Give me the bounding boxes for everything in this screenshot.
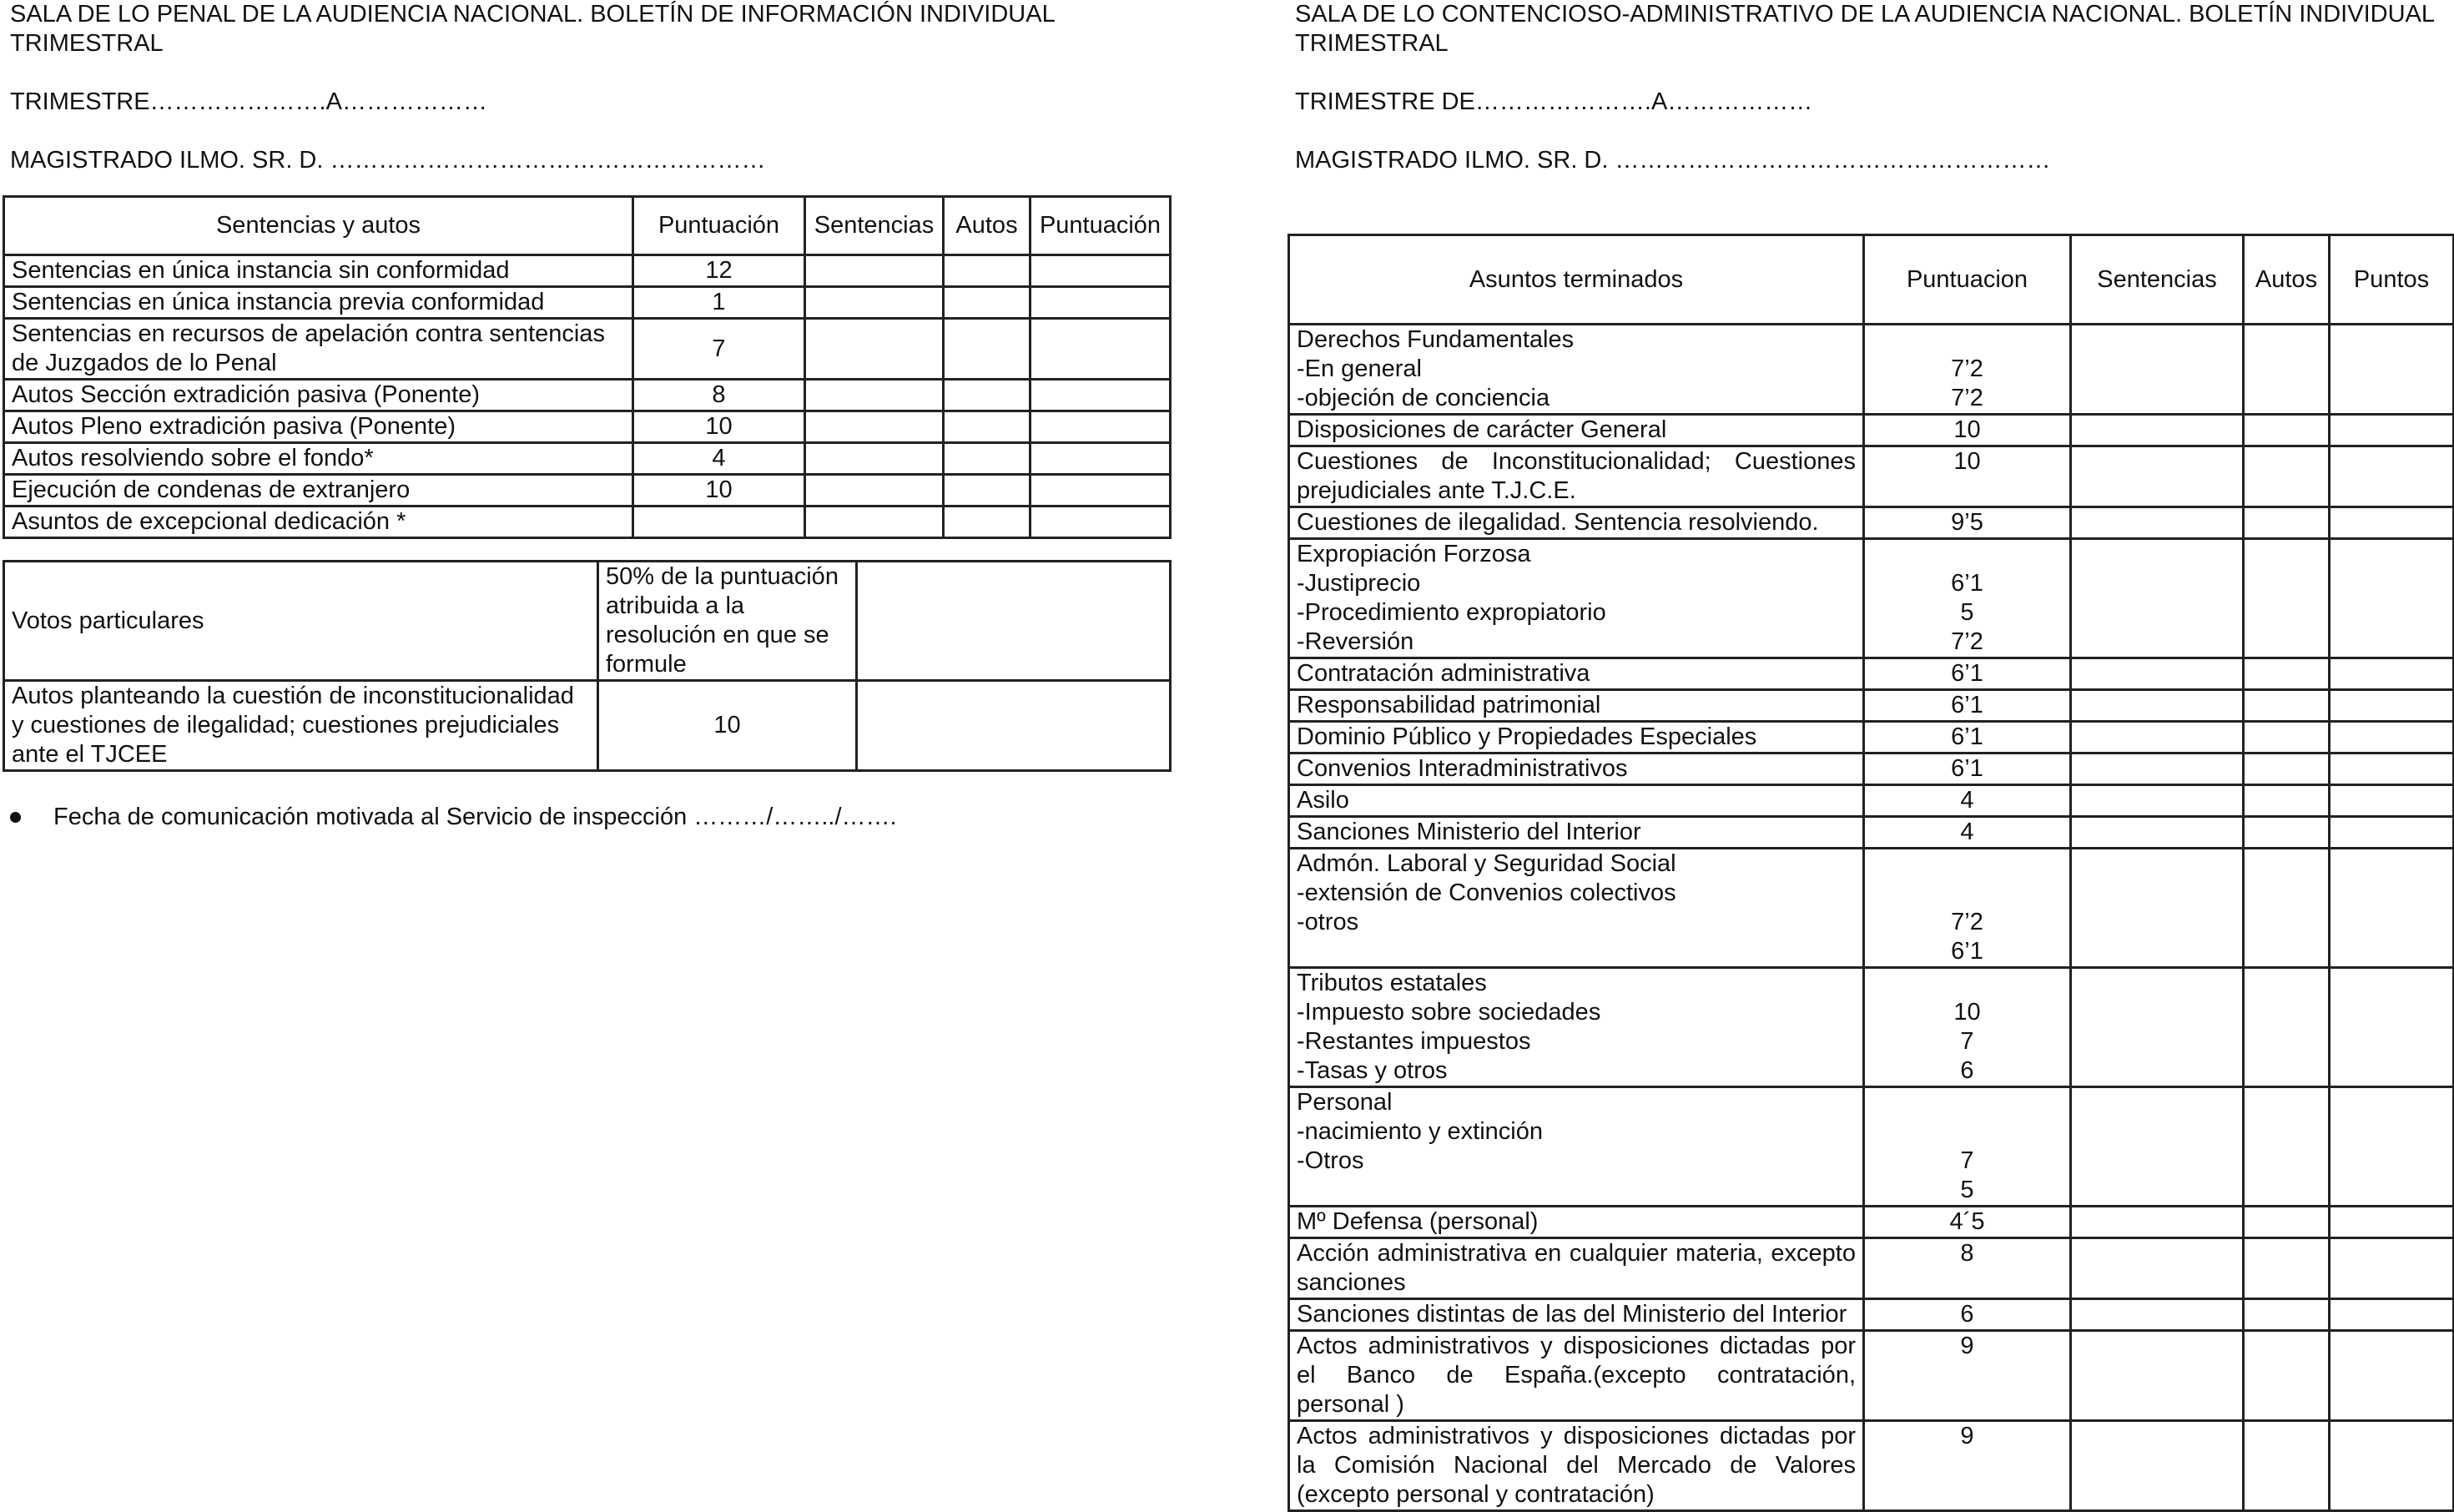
row-label: Personal -nacimiento y extinción -Otros xyxy=(1289,1087,1864,1207)
header-sentencias: Sentencias xyxy=(2071,235,2244,325)
table-row xyxy=(4,475,1171,507)
sentencias-cell xyxy=(2071,817,2244,849)
puntuacion-cell xyxy=(1030,443,1171,475)
table-row xyxy=(4,681,1171,771)
row-value: 4´5 xyxy=(1864,1207,2071,1238)
autos-cell xyxy=(2244,1087,2330,1207)
sentencias-cell xyxy=(2071,1331,2244,1421)
row-value: 8 xyxy=(1864,1238,2071,1299)
sentencias-cell xyxy=(2071,722,2244,753)
points-cell xyxy=(857,562,1171,681)
penal-table-header xyxy=(4,197,1171,255)
penal-votos-table xyxy=(3,560,1172,772)
autos-cell xyxy=(2244,1299,2330,1331)
autos-cell xyxy=(2244,1421,2330,1511)
row-label: Acción administrativa en cualquier materia, excepto sanciones xyxy=(1289,1238,1864,1299)
autos-cell xyxy=(944,411,1030,443)
row-label: Cuestiones de ilegalidad. Sentencia resolviendo. xyxy=(1289,507,1864,539)
row-value: 6’1 xyxy=(1864,690,2071,722)
row-label: Dominio Público y Propiedades Especiales xyxy=(1289,722,1864,753)
autos-cell xyxy=(944,507,1030,538)
contencioso-bulletin xyxy=(1295,0,2451,1508)
table-row xyxy=(4,287,1171,319)
row-label: Actos administrativos y disposiciones dictadas por el Banco de España.(excepto contratación, personal ) xyxy=(1289,1331,1864,1421)
contencioso-scores-table xyxy=(1287,234,2454,1512)
contencioso-table-header xyxy=(1289,235,2454,325)
row-value: 10 xyxy=(633,475,805,507)
header-puntuacion: Puntuacion xyxy=(1864,235,2071,325)
sentencias-cell xyxy=(2071,1299,2244,1331)
sentencias-cell xyxy=(2071,785,2244,817)
autos-cell xyxy=(2244,1238,2330,1299)
autos-cell xyxy=(2244,968,2330,1087)
sentencias-cell xyxy=(2071,1207,2244,1238)
puntos-cell xyxy=(2330,1331,2454,1421)
puntuacion-cell xyxy=(1030,287,1171,319)
puntuacion-cell xyxy=(1030,380,1171,411)
row-label: Tributos estatales -Impuesto sobre sociedades -Restantes impuestos -Tasas y otros xyxy=(1289,968,1864,1087)
autos-cell xyxy=(944,380,1030,411)
row-value: 9 xyxy=(1864,1421,2071,1511)
row-value: 10 7 6 xyxy=(1864,968,2071,1087)
puntuacion-cell xyxy=(1030,507,1171,538)
puntos-cell xyxy=(2330,1238,2454,1299)
table-row xyxy=(1289,1087,2454,1207)
autos-cell xyxy=(2244,539,2330,658)
table-row xyxy=(1289,817,2454,849)
row-label: Autos Sección extradición pasiva (Ponente) xyxy=(4,380,633,411)
sentencias-cell xyxy=(805,507,944,538)
row-value: 7’2 7’2 xyxy=(1864,325,2071,415)
row-label: Autos Pleno extradición pasiva (Ponente) xyxy=(4,411,633,443)
autos-cell xyxy=(2244,1207,2330,1238)
autos-cell xyxy=(2244,690,2330,722)
points-cell xyxy=(857,681,1171,771)
contencioso-trimestre: TRIMESTRE DE………………….A……………… xyxy=(1295,88,1813,115)
sentencias-cell xyxy=(805,319,944,380)
sentencias-cell xyxy=(805,287,944,319)
table-row xyxy=(1289,507,2454,539)
table-row xyxy=(1289,325,2454,415)
row-label: Admón. Laboral y Seguridad Social -extensión de Convenios colectivos -otros xyxy=(1289,849,1864,968)
header-sentencias-y-autos: Sentencias y autos xyxy=(4,197,633,255)
table-row xyxy=(1289,785,2454,817)
autos-cell xyxy=(2244,446,2330,507)
row-value: 50% de la puntuación atribuida a la resolución en que se formule xyxy=(598,562,857,681)
table-row xyxy=(4,507,1171,538)
puntos-cell xyxy=(2330,415,2454,446)
autos-cell xyxy=(944,319,1030,380)
autos-cell xyxy=(2244,785,2330,817)
sentencias-cell xyxy=(2071,849,2244,968)
row-value: 10 xyxy=(633,411,805,443)
sentencias-cell xyxy=(2071,658,2244,690)
table-row xyxy=(4,319,1171,380)
fecha-comunicacion-text: Fecha de comunicación motivada al Servicio de inspección ………/……../……. xyxy=(53,804,897,830)
row-label: Convenios Interadministrativos xyxy=(1289,753,1864,785)
row-value: 1 xyxy=(633,287,805,319)
autos-cell xyxy=(2244,753,2330,785)
table-row xyxy=(1289,539,2454,658)
puntuacion-cell xyxy=(1030,411,1171,443)
autos-cell xyxy=(944,287,1030,319)
puntos-cell xyxy=(2330,658,2454,690)
row-value: 10 xyxy=(1864,446,2071,507)
autos-cell xyxy=(2244,415,2330,446)
row-label: Autos planteando la cuestión de inconstitucionalidad y cuestiones de ilegalidad; cuestiones prejudiciales ante el TJCEE xyxy=(4,681,598,771)
puntos-cell xyxy=(2330,539,2454,658)
row-label: Contratación administrativa xyxy=(1289,658,1864,690)
row-label: Cuestiones de Inconstitucionalidad; Cuestiones prejudiciales ante T.J.C.E. xyxy=(1289,446,1864,507)
header-puntuacion: Puntuación xyxy=(633,197,805,255)
header-autos: Autos xyxy=(2244,235,2330,325)
row-label: Sentencias en recursos de apelación contra sentencias de Juzgados de lo Penal xyxy=(4,319,633,380)
table-row xyxy=(1289,1207,2454,1238)
row-label: Asilo xyxy=(1289,785,1864,817)
table-row xyxy=(4,411,1171,443)
bullet-icon xyxy=(10,812,21,823)
table-row xyxy=(4,562,1171,681)
penal-scores-table xyxy=(3,195,1172,539)
row-label: Ejecución de condenas de extranjero xyxy=(4,475,633,507)
sentencias-cell xyxy=(2071,1238,2244,1299)
table-row xyxy=(1289,415,2454,446)
table-row xyxy=(1289,690,2454,722)
row-value: 6 xyxy=(1864,1299,2071,1331)
row-value: 12 xyxy=(633,255,805,287)
table-row xyxy=(1289,753,2454,785)
puntos-cell xyxy=(2330,1207,2454,1238)
sentencias-cell xyxy=(2071,539,2244,658)
contencioso-title: SALA DE LO CONTENCIOSO-ADMINISTRATIVO DE LA AUDIENCIA NACIONAL. BOLETÍN INDIVIDUAL TRIMESTRAL xyxy=(1295,1,2434,57)
puntos-cell xyxy=(2330,507,2454,539)
puntos-cell xyxy=(2330,968,2454,1087)
row-label: Derechos Fundamentales -En general -objeción de conciencia xyxy=(1289,325,1864,415)
table-row xyxy=(1289,968,2454,1087)
table-row xyxy=(1289,446,2454,507)
puntos-cell xyxy=(2330,753,2454,785)
table-row xyxy=(1289,1238,2454,1299)
puntos-cell xyxy=(2330,1087,2454,1207)
row-label: Actos administrativos y disposiciones dictadas por la Comisión Nacional del Mercado de Valores (excepto personal y contratación) xyxy=(1289,1421,1864,1511)
row-label: Sentencias en única instancia sin conformidad xyxy=(4,255,633,287)
autos-cell xyxy=(944,443,1030,475)
puntos-cell xyxy=(2330,849,2454,968)
puntuacion-cell xyxy=(1030,475,1171,507)
header-asuntos-terminados: Asuntos terminados xyxy=(1289,235,1864,325)
autos-cell xyxy=(2244,1331,2330,1421)
sentencias-cell xyxy=(805,255,944,287)
puntos-cell xyxy=(2330,325,2454,415)
puntos-cell xyxy=(2330,785,2454,817)
row-value: 8 xyxy=(633,380,805,411)
sentencias-cell xyxy=(805,380,944,411)
table-row xyxy=(1289,1299,2454,1331)
penal-trimestre: TRIMESTRE………………….A……………… xyxy=(10,88,487,115)
table-row xyxy=(1289,1421,2454,1511)
sentencias-cell xyxy=(805,411,944,443)
sentencias-cell xyxy=(2071,325,2244,415)
autos-cell xyxy=(2244,849,2330,968)
puntuacion-cell xyxy=(1030,319,1171,380)
row-value: 6’1 xyxy=(1864,753,2071,785)
penal-bulletin xyxy=(10,0,1170,830)
row-value: 10 xyxy=(598,681,857,771)
puntos-cell xyxy=(2330,446,2454,507)
table-row xyxy=(1289,849,2454,968)
puntos-cell xyxy=(2330,722,2454,753)
table-row xyxy=(1289,722,2454,753)
puntos-cell xyxy=(2330,1421,2454,1511)
row-value: 9’5 xyxy=(1864,507,2071,539)
sentencias-cell xyxy=(2071,968,2244,1087)
row-label: Votos particulares xyxy=(4,562,598,681)
header-sentencias: Sentencias xyxy=(805,197,944,255)
sentencias-cell xyxy=(805,475,944,507)
autos-cell xyxy=(2244,325,2330,415)
penal-title: SALA DE LO PENAL DE LA AUDIENCIA NACIONAL. BOLETÍN DE INFORMACIÓN INDIVIDUAL TRIMESTRAL xyxy=(10,1,1055,57)
row-label: Sentencias en única instancia previa conformidad xyxy=(4,287,633,319)
row-label: Disposiciones de carácter General xyxy=(1289,415,1864,446)
sentencias-cell xyxy=(2071,1087,2244,1207)
row-label: Autos resolviendo sobre el fondo* xyxy=(4,443,633,475)
autos-cell xyxy=(2244,507,2330,539)
row-label: Responsabilidad patrimonial xyxy=(1289,690,1864,722)
row-value: 6’1 xyxy=(1864,722,2071,753)
row-value: 7’2 6’1 xyxy=(1864,849,2071,968)
contencioso-magistrado: MAGISTRADO ILMO. SR. D. ……………………………………………… xyxy=(1295,147,2051,174)
header-autos: Autos xyxy=(944,197,1030,255)
row-label: Expropiación Forzosa -Justiprecio -Procedimiento expropiatorio -Reversión xyxy=(1289,539,1864,658)
row-value: 6’1 xyxy=(1864,658,2071,690)
sentencias-cell xyxy=(805,443,944,475)
autos-cell xyxy=(2244,817,2330,849)
row-label: Asuntos de excepcional dedicación * xyxy=(4,507,633,538)
autos-cell xyxy=(2244,658,2330,690)
puntos-cell xyxy=(2330,817,2454,849)
table-row xyxy=(4,380,1171,411)
sentencias-cell xyxy=(2071,753,2244,785)
table-row xyxy=(1289,1331,2454,1421)
sentencias-cell xyxy=(2071,507,2244,539)
puntos-cell xyxy=(2330,1299,2454,1331)
penal-magistrado: MAGISTRADO ILMO. SR. D. ……………………………………………… xyxy=(10,147,766,174)
puntos-cell xyxy=(2330,690,2454,722)
sentencias-cell xyxy=(2071,446,2244,507)
row-value: 7 5 xyxy=(1864,1087,2071,1207)
row-value: 6’1 5 7’2 xyxy=(1864,539,2071,658)
autos-cell xyxy=(2244,722,2330,753)
header-puntos: Puntos xyxy=(2330,235,2454,325)
autos-cell xyxy=(944,255,1030,287)
row-label: Sanciones Ministerio del Interior xyxy=(1289,817,1864,849)
row-label: Sanciones distintas de las del Ministerio del Interior xyxy=(1289,1299,1864,1331)
row-value: 9 xyxy=(1864,1331,2071,1421)
row-value: 10 xyxy=(1864,415,2071,446)
row-value: 7 xyxy=(633,319,805,380)
row-value: 4 xyxy=(1864,785,2071,817)
autos-cell xyxy=(944,475,1030,507)
row-value: 4 xyxy=(633,443,805,475)
sentencias-cell xyxy=(2071,690,2244,722)
table-row xyxy=(1289,658,2454,690)
table-row xyxy=(4,443,1171,475)
puntuacion-cell xyxy=(1030,255,1171,287)
sentencias-cell xyxy=(2071,1421,2244,1511)
table-row xyxy=(4,255,1171,287)
header-puntuacion-2: Puntuación xyxy=(1030,197,1171,255)
row-label: Mº Defensa (personal) xyxy=(1289,1207,1864,1238)
sentencias-cell xyxy=(2071,415,2244,446)
row-value xyxy=(633,507,805,538)
row-value: 4 xyxy=(1864,817,2071,849)
